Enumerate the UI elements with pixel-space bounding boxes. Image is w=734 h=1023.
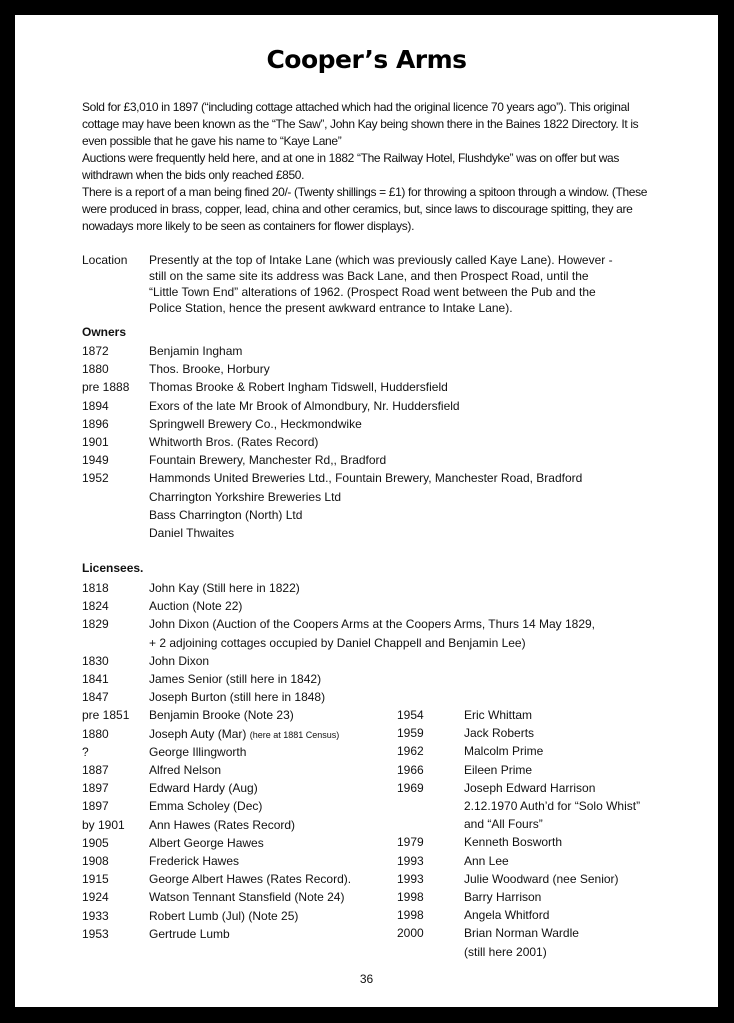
entry-name [464, 925, 579, 941]
entry-year: 1949 [82, 453, 109, 468]
entry-year: 2000 [397, 926, 424, 941]
entry-year: 1915 [82, 872, 109, 887]
entry-year: 1933 [82, 908, 109, 923]
entry-name [149, 635, 526, 651]
entry-name [149, 489, 341, 505]
entry-year: 1998 [397, 890, 424, 904]
entry-name [149, 798, 262, 814]
intro-paragraph: There is a report of a man being fined 20/- (Twenty shillings = £1) for throwing a spitoon through a window. (These were produced in brass, copper, lead, china and other ceramics, but, since laws to discourage spitting, they are nowadays more likely to be seen as containers for flower displays). [82, 185, 648, 233]
entry-year: ? [82, 744, 89, 759]
entry-name-text: George Albert Hawes (Rates Record). [149, 872, 352, 887]
entry-year: 1959 [397, 726, 424, 741]
entry-name [149, 343, 242, 359]
entry-year: 1924 [82, 890, 109, 905]
entry-name [149, 871, 351, 887]
entry-name [464, 816, 543, 832]
entry-year: 1872 [82, 344, 109, 358]
page-number: 36 [359, 972, 374, 986]
entry-year: 1880 [82, 726, 109, 741]
entry-name-text: Eileen Prime [464, 762, 533, 777]
entry-name [464, 780, 595, 796]
entry-year: 1894 [82, 398, 109, 413]
entry-year: 1824 [82, 599, 109, 614]
entry-name-text: Julie Woodward (nee Senior) [464, 871, 619, 886]
entry-name [149, 580, 300, 596]
entry-year: 1905 [82, 835, 109, 850]
entry-name-text: Charrington Yorkshire Breweries Ltd [149, 489, 342, 504]
owners-heading: Owners [82, 325, 127, 339]
entry-name-text: Joseph Auty (Mar) [149, 726, 247, 741]
entry-name [149, 653, 209, 669]
entry-name [149, 908, 298, 924]
entry-name [149, 744, 246, 760]
entry-year: 1897 [82, 781, 109, 796]
entry-year: 1954 [397, 708, 424, 722]
entry-name [149, 525, 234, 541]
entry-name [149, 470, 582, 486]
entry-name-text: Barry Harrison [464, 890, 542, 904]
entry-note: (here at 1881 Census) [249, 729, 340, 740]
entry-name [464, 889, 541, 905]
intro-paragraph: Sold for £3,010 in 1897 (“including cottage attached which had the original licence 70 years ago”). This original cottage may have been known as the “The Saw”, John Kay being shown there in the Baines 1822 Directory. It is even possible that he gave his name to “Kaye Lane” [82, 100, 639, 148]
entry-name-text: Alfred Nelson [149, 763, 222, 777]
entry-name [149, 434, 318, 450]
entry-name [149, 361, 270, 377]
entry-name [149, 926, 230, 942]
entry-name-text: (still here 2001) [464, 944, 547, 959]
entry-name [464, 798, 640, 814]
entry-name [464, 834, 562, 850]
entry-name [149, 416, 362, 432]
entry-name-text: and “All Fours” [464, 817, 543, 832]
entry-name [149, 835, 264, 851]
document-page [15, 15, 718, 1007]
entry-year: 1829 [82, 617, 109, 632]
entry-name-text: John Kay (Still here in 1822) [149, 581, 300, 595]
entry-year: 1993 [397, 871, 424, 886]
entry-name-text: Ann Lee [464, 853, 509, 868]
entry-year: 1818 [82, 581, 109, 595]
entry-name-text: Eric Whittam [464, 708, 533, 722]
entry-name-text: + 2 adjoining cottages occupied by Daniel Chappell and Benjamin Lee) [149, 635, 526, 650]
entry-name-text: Benjamin Ingham [149, 344, 243, 358]
entry-year: 1908 [82, 854, 109, 868]
entry-name-text: Frederick Hawes [149, 854, 240, 868]
intro-text [82, 99, 662, 235]
entry-name-text: Albert George Hawes [149, 835, 264, 850]
entry-name-text: 2.12.1970 Auth’d for “Solo Whist” [464, 799, 641, 813]
entry-name [149, 853, 239, 869]
entry-name [149, 598, 242, 614]
entry-year: 1962 [397, 744, 424, 759]
entry-name [149, 452, 386, 468]
entry-name-text: Jack Roberts [464, 726, 535, 741]
entry-name [464, 707, 532, 723]
page-title: Cooper’s Arms [266, 45, 467, 74]
entry-year: 1887 [82, 763, 109, 777]
intro-paragraph: Auctions were frequently held here, and at one in 1882 “The Railway Hotel, Flushdyke” was on offer but was withdrawn when the bids only reached £850. [82, 151, 619, 182]
entry-year: 1880 [82, 362, 109, 377]
entry-name [149, 507, 302, 523]
entry-name-text: Joseph Burton (still here in 1848) [149, 690, 326, 705]
entry-year: 1830 [82, 653, 109, 668]
entry-name-text: Angela Whitford [464, 908, 550, 923]
entry-name [464, 944, 547, 960]
entry-year: 1998 [397, 908, 424, 923]
entry-name-text: Ann Hawes (Rates Record) [149, 817, 296, 832]
entry-year: 1901 [82, 435, 109, 449]
entry-name [149, 889, 344, 905]
entry-name-text: Daniel Thwaites [149, 526, 235, 540]
entry-name [149, 398, 460, 414]
entry-name [149, 707, 294, 723]
entry-name-text: Fountain Brewery, Manchester Rd,, Bradford [149, 453, 387, 468]
entry-name-text: George Illingworth [149, 744, 247, 759]
entry-year: 1953 [82, 926, 109, 941]
entry-name-text: Hammonds United Breweries Ltd., Fountain Brewery, Manchester Road, Bradford [149, 471, 583, 486]
entry-name [149, 689, 325, 705]
entry-name-text: James Senior (still here in 1842) [149, 672, 322, 686]
entry-name-text: Robert Lumb (Jul) (Note 25) [149, 908, 299, 923]
entry-name [149, 817, 295, 833]
entry-name-text: Joseph Edward Harrison [464, 780, 596, 795]
entry-name [464, 762, 532, 778]
entry-name [149, 762, 221, 778]
entry-name [464, 871, 619, 887]
entry-name-text: John Dixon [149, 653, 210, 668]
entry-name-text: Malcolm Prime [464, 744, 544, 759]
entry-year: 1841 [82, 672, 109, 686]
entry-name-text: Thomas Brooke & Robert Ingham Tidswell, Huddersfield [149, 380, 448, 395]
entry-name-text: Benjamin Brooke (Note 23) [149, 708, 294, 723]
entry-year: pre 1888 [82, 380, 130, 395]
entry-year: pre 1851 [82, 708, 130, 723]
entry-year: 1847 [82, 690, 109, 705]
entry-name-text: Kenneth Bosworth [464, 835, 563, 850]
entry-name-text: Bass Charrington (North) Ltd [149, 507, 303, 522]
entry-name [149, 379, 448, 395]
entry-name-text: Auction (Note 22) [149, 599, 243, 614]
entry-year: 1979 [397, 835, 424, 850]
entry-year: 1952 [82, 471, 109, 486]
location-label: Location [82, 253, 128, 267]
location-text: Presently at the top of Intake Lane (which was previously called Kaye Lane). However - still on the same site its address was Back Lane, and then Prospect Road, until the “Little Town End” alterations of 1962. (Prospect Road went between the Pub and the Police Station, hence the present awkward entrance to Intake Lane). [149, 253, 613, 315]
entry-name-text: Watson Tennant Stansfield (Note 24) [149, 890, 345, 905]
entry-year: 1897 [82, 799, 109, 814]
entry-name [149, 780, 258, 796]
entry-name-text: Whitworth Bros. (Rates Record) [149, 435, 319, 449]
entry-name-text: Thos. Brooke, Horbury [149, 362, 270, 377]
entry-name-text: Springwell Brewery Co., Heckmondwike [149, 416, 362, 431]
entry-name-text: Emma Scholey (Dec) [149, 799, 263, 814]
entry-name [464, 907, 549, 923]
entry-name [464, 853, 509, 869]
entry-name [149, 726, 339, 743]
entry-name-text: John Dixon (Auction of the Coopers Arms at the Coopers Arms, Thurs 14 May 1829, [149, 617, 595, 632]
entry-name-text: Gertrude Lumb [149, 926, 230, 941]
entry-year: 1993 [397, 853, 424, 868]
entry-name [464, 725, 534, 741]
entry-year: by 1901 [82, 817, 125, 832]
entry-year: 1966 [397, 762, 424, 777]
entry-name [149, 616, 595, 632]
entry-name [464, 743, 543, 759]
entry-year: 1896 [82, 416, 109, 431]
entry-year: 1969 [397, 780, 424, 795]
entry-name-text: Brian Norman Wardle [464, 926, 579, 941]
entry-name-text: Edward Hardy (Aug) [149, 781, 258, 796]
entry-name-text: Exors of the late Mr Brook of Almondbury, Nr. Huddersfield [149, 398, 460, 413]
licensees-heading: Licensees. [82, 561, 144, 575]
entry-name [149, 671, 321, 687]
